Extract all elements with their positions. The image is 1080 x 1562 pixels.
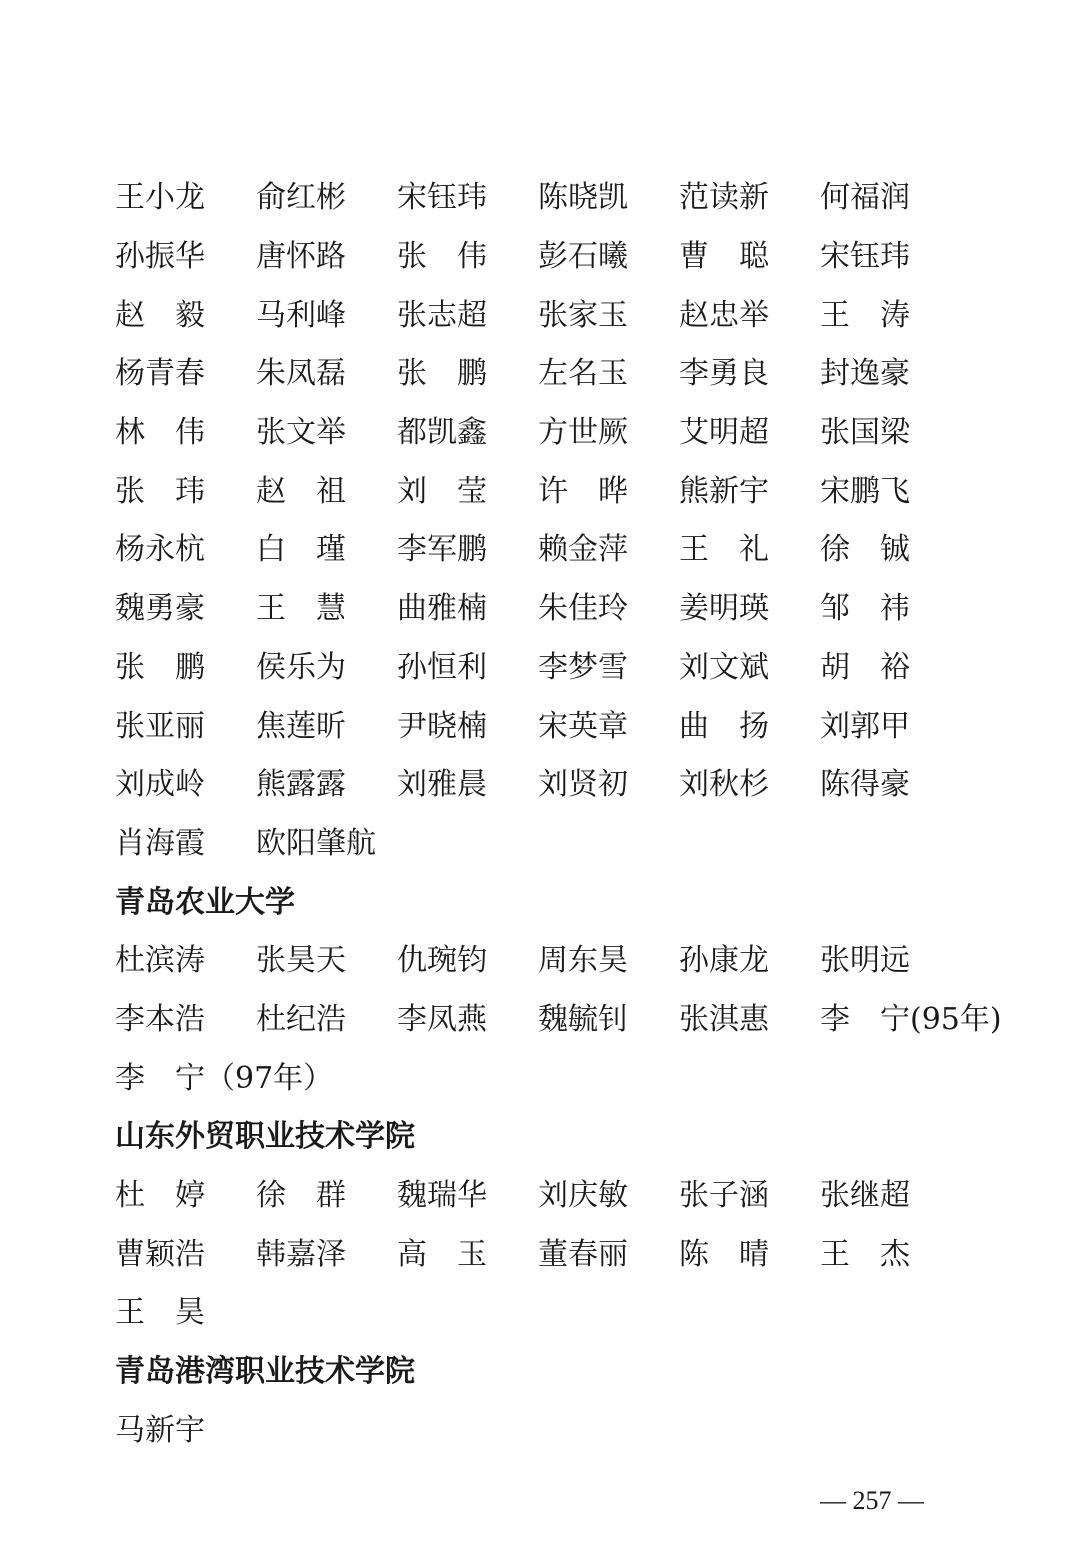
person-name: 魏勇豪 [115,591,205,627]
person-name: 陈得豪 [820,767,910,803]
person-name: 韩嘉泽 [256,1236,346,1272]
person-name: 李 宁（97年） [115,1060,334,1096]
person-name: 周东昊 [538,943,628,979]
person-name: 何福润 [820,180,910,216]
name-list [115,165,1055,1456]
person-name: 熊露露 [256,767,346,803]
person-name: 朱凤磊 [256,356,346,392]
person-name: 高 玉 [397,1236,487,1272]
person-name: 曹颖浩 [115,1236,205,1272]
person-name: 李本浩 [115,1001,205,1037]
person-name: 曲雅楠 [397,591,487,627]
person-name: 李 宁(95年) [820,1001,1002,1037]
name-row [115,987,1055,1046]
person-name: 张文举 [256,415,346,451]
name-row [115,165,1055,224]
person-name: 王 杰 [820,1236,910,1272]
person-name: 马新宇 [115,1412,205,1448]
name-row [115,1163,1055,1222]
person-name: 李军鹏 [397,532,487,568]
person-name: 白 瑾 [256,532,346,568]
person-name: 许 晔 [538,473,628,509]
person-name: 刘 莹 [397,473,487,509]
person-name: 方世厥 [538,415,628,451]
person-name: 朱佳玲 [538,591,628,627]
person-name: 曲 扬 [679,708,769,744]
person-name: 宋英章 [538,708,628,744]
person-name: 张国梁 [820,415,910,451]
person-name: 张 伟 [397,239,487,275]
person-name: 熊新宇 [679,473,769,509]
person-name: 王小龙 [115,180,205,216]
person-name: 张亚丽 [115,708,205,744]
person-name: 杨青春 [115,356,205,392]
person-name: 宋鹏飞 [820,473,910,509]
person-name: 刘庆敏 [538,1178,628,1214]
person-name: 李梦雪 [538,649,628,685]
person-name: 欧阳肇航 [256,825,376,861]
person-name: 徐 铖 [820,532,910,568]
person-name: 俞红彬 [256,180,346,216]
person-name: 范读新 [679,180,769,216]
name-row [115,1280,1055,1339]
person-name: 刘秋杉 [679,767,769,803]
person-name: 张 玮 [115,473,205,509]
person-name: 赵忠举 [679,297,769,333]
person-name: 杜纪浩 [256,1001,346,1037]
person-name: 林 伟 [115,415,205,451]
page-number: — 257 — [820,1486,924,1515]
person-name: 刘文斌 [679,649,769,685]
section-heading: 青岛农业大学 [115,884,295,920]
person-name: 刘雅晨 [397,767,487,803]
person-name: 李勇良 [679,356,769,392]
name-row [115,517,1055,576]
person-name: 孙恒利 [397,649,487,685]
name-row [115,928,1055,987]
name-row [115,752,1055,811]
person-name: 杜 婷 [115,1178,205,1214]
person-name: 宋钰玮 [820,239,910,275]
person-name: 艾明超 [679,415,769,451]
person-name: 左名玉 [538,356,628,392]
person-name: 封逸豪 [820,356,910,392]
person-name: 王 慧 [256,591,346,627]
name-row [115,1397,1055,1456]
name-row [115,341,1055,400]
person-name: 尹晓楠 [397,708,487,744]
name-row [115,576,1055,635]
person-name: 张志超 [397,297,487,333]
person-name: 张明远 [820,943,910,979]
person-name: 魏毓钊 [538,1001,628,1037]
person-name: 姜明瑛 [679,591,769,627]
person-name: 赖金萍 [538,532,628,568]
name-row [115,224,1055,283]
person-name: 杜滨涛 [115,943,205,979]
person-name: 马利峰 [256,297,346,333]
person-name: 都凯鑫 [397,415,487,451]
name-row [115,282,1055,341]
person-name: 张家玉 [538,297,628,333]
person-name: 孙康龙 [679,943,769,979]
person-name: 魏瑞华 [397,1178,487,1214]
person-name: 孙振华 [115,239,205,275]
person-name: 杨永杭 [115,532,205,568]
person-name: 张淇惠 [679,1001,769,1037]
person-name: 赵 毅 [115,297,205,333]
name-row [115,693,1055,752]
person-name: 张子涵 [679,1178,769,1214]
section-heading: 青岛港湾职业技术学院 [115,1354,415,1390]
person-name: 陈晓凯 [538,180,628,216]
person-name: 王 昊 [115,1295,205,1331]
person-name: 宋钰玮 [397,180,487,216]
person-name: 邹 祎 [820,591,910,627]
name-row [115,1221,1055,1280]
person-name: 侯乐为 [256,649,346,685]
person-name: 肖海霞 [115,825,205,861]
person-name: 刘贤初 [538,767,628,803]
person-name: 徐 群 [256,1178,346,1214]
person-name: 张 鹏 [115,649,205,685]
person-name: 彭石曦 [538,239,628,275]
person-name: 陈 晴 [679,1236,769,1272]
name-row [115,635,1055,694]
person-name: 赵 祖 [256,473,346,509]
section-heading: 山东外贸职业技术学院 [115,1119,415,1155]
person-name: 刘郭甲 [820,708,910,744]
person-name: 李凤燕 [397,1001,487,1037]
person-name: 王 礼 [679,532,769,568]
person-name: 刘成岭 [115,767,205,803]
person-name: 张 鹏 [397,356,487,392]
person-name: 胡 裕 [820,649,910,685]
person-name: 曹 聪 [679,239,769,275]
person-name: 王 涛 [820,297,910,333]
name-row [115,400,1055,459]
person-name: 唐怀路 [256,239,346,275]
person-name: 焦莲昕 [256,708,346,744]
person-name: 张继超 [820,1178,910,1214]
name-row [115,811,1055,870]
name-row [115,1045,1055,1104]
person-name: 张昊天 [256,943,346,979]
person-name: 董春丽 [538,1236,628,1272]
name-row [115,458,1055,517]
person-name: 仇琬钧 [397,943,487,979]
